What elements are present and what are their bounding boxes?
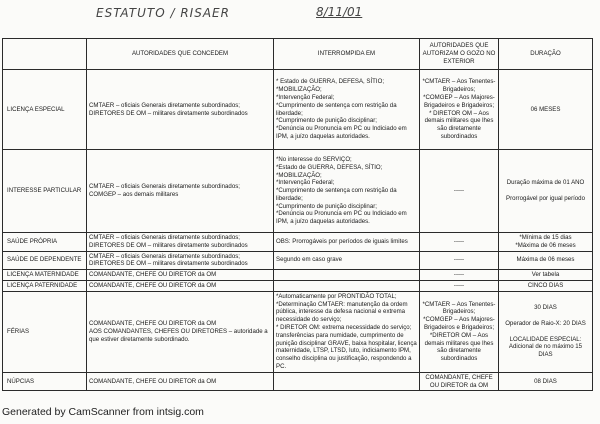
concedem-cell: [87, 372, 274, 391]
table-row: [3, 251, 593, 270]
header-cell-concedem: AUTORIDADES QUE CONCEDEM: [87, 39, 274, 70]
table-body: [3, 70, 593, 391]
concedem-line: CMTAER – oficiais Generais diretamente subordinados;: [89, 252, 240, 260]
interrompida-line: [276, 378, 417, 386]
duracao-line: LOCALIDADE ESPECIAL:: [509, 335, 582, 343]
duracao-line: Adicional de no máximo 15 DIAS: [508, 343, 583, 359]
concedem-line: DIRETORES DE OM – militares diretamente subordinados: [89, 241, 248, 249]
exterior-cell: [420, 150, 499, 233]
exterior-line: *CMTAER – Aos Tenentes-Brigadeiros;: [422, 300, 496, 316]
concedem-line: COMANDANTE, CHEFE OU DIRETOR da OM: [89, 377, 217, 385]
leave-type-cell: SAÚDE PRÓPRIA: [3, 233, 87, 252]
table-row: [3, 70, 593, 150]
duracao-line: [501, 187, 590, 195]
concedem-line: CMTAER – oficiais Generais diretamente subordinados;: [89, 234, 240, 241]
interrompida-line: [276, 282, 417, 290]
interrompida-line: OBS: Prorrogáveis por períodos de iguais limites: [276, 237, 408, 245]
duracao-line: [501, 312, 590, 320]
interrompida-line: *No interesse do SERVIÇO;: [276, 155, 352, 163]
leave-type-cell: LICENÇA ESPECIAL: [3, 70, 87, 150]
interrompida-cell: [274, 291, 420, 372]
exterior-cell: [420, 251, 499, 270]
interrompida-line: *Cumprimento de punição disciplinar;: [276, 202, 377, 210]
duracao-line: *Máxima de 06 meses: [515, 241, 576, 249]
exterior-cell: [420, 70, 499, 150]
duracao-cell: [499, 270, 593, 281]
concedem-cell: [87, 70, 274, 150]
duracao-cell: [499, 233, 593, 252]
duracao-cell: [499, 70, 593, 150]
leave-type-cell: NÚPCIAS: [3, 372, 87, 391]
concedem-cell: [87, 251, 274, 270]
interrompida-cell: [274, 372, 420, 391]
interrompida-line: [276, 271, 417, 279]
interrompida-line: *Cumprimento de sentença com restrição da liberdade;: [276, 101, 397, 117]
scanner-footer: Generated by CamScanner from intsig.com: [2, 406, 204, 418]
duracao-cell: [499, 280, 593, 291]
duracao-line: 06 MESES: [530, 105, 561, 113]
duracao-line: [501, 328, 590, 336]
exterior-cell: [420, 291, 499, 372]
concedem-line: AOS COMANDANTES, CHEFES OU DIRETORES – autoridade a que estiver diretamente subordinado.: [89, 327, 268, 343]
duracao-line: Ver tabela: [531, 271, 560, 279]
leave-type-cell: INTERESSE PARTICULAR: [3, 150, 87, 233]
interrompida-line: *Denúncia ou Pronuncia em PC ou Indiciado em IPM, a juízo daquelas autoridades.: [276, 125, 407, 140]
interrompida-line: * DIRETOR OM: extrema necessidade do serviço; transferências para numidade, cumprimento de punição disciplinar GRAVE, baixa hospitalar, licença maternidade, LTSP, LTSD, luto, indiciamento IPM, conselho disciplina ou justificação, respondendo a PC.: [276, 323, 417, 370]
concedem-line: COMANDANTE, CHEFE OU DIRETOR da OM: [89, 320, 217, 328]
concedem-line: COMANDANTE, CHEFE OU DIRETOR da OM: [89, 271, 217, 279]
exterior-line: *DIRETOR OM – Aos demais militares que lhes são diretamente subordinados: [424, 331, 494, 363]
interrompida-line: *Estado de GUERRA, DEFESA, SÍTIO;: [276, 163, 383, 171]
duracao-line: *Mínima de 15 dias: [519, 234, 572, 241]
concedem-line: COMANDANTE, CHEFE OU DIRETOR da OM: [89, 281, 217, 289]
leave-type-cell: SAÚDE DE DEPENDENTE: [3, 251, 87, 270]
interrompida-cell: [274, 70, 420, 150]
interrompida-line: *MOBILIZAÇÃO;: [276, 171, 322, 179]
interrompida-line: *Denúncia ou Pronuncia em PC ou Indiciado em IPM, a juízo daquelas autoridades.: [276, 210, 407, 226]
interrompida-line: Segundo em caso grave: [276, 256, 343, 264]
concedem-cell: [87, 280, 274, 291]
exterior-line: -----: [453, 187, 465, 195]
handwritten-title: ESTATUTO / RISAER: [96, 6, 230, 20]
duracao-line: 08 DIAS: [534, 377, 557, 385]
leave-table: [2, 38, 593, 391]
leave-type-cell: LICENÇA PATERNIDADE: [3, 280, 87, 291]
exterior-line: -----: [453, 281, 465, 289]
interrompida-cell: [274, 270, 420, 281]
concedem-cell: [87, 233, 274, 252]
table-row: [3, 150, 593, 233]
interrompida-cell: [274, 280, 420, 291]
exterior-cell: [420, 372, 499, 391]
exterior-cell: [420, 270, 499, 281]
table-row: [3, 291, 593, 372]
header-cell-type: [3, 39, 87, 70]
duracao-line: Máxima de 06 meses: [516, 256, 575, 264]
table-header-row: [3, 39, 593, 70]
duracao-line: CINCO DIAS: [527, 281, 564, 289]
concedem-line: CMTAER – oficiais Generais diretamente subordinados;: [89, 101, 240, 109]
concedem-cell: [87, 150, 274, 233]
exterior-cell: [420, 233, 499, 252]
interrompida-cell: [274, 233, 420, 252]
leave-type-cell: LICENÇA MATERNIDADE: [3, 270, 87, 281]
exterior-line: *COMGEP – Aos Majores-Brigadeiros e Brigadeiros;: [423, 316, 495, 331]
concedem-line: DIRETORES DE OM – militares diretamente subordinados: [89, 109, 248, 117]
duracao-cell: [499, 291, 593, 372]
interrompida-line: *Intervenção Federal;: [276, 93, 335, 101]
exterior-line: COMANDANTE, CHEFE OU DIRETOR da OM: [425, 373, 493, 389]
table-row: [3, 233, 593, 252]
header-cell-interrompida: INTERROMPIDA EM: [274, 39, 420, 70]
interrompida-line: *Automaticamente por PRONTIDÃO TOTAL;: [276, 292, 397, 300]
concedem-line: CMTAER – oficiais Generais diretamente subordinados;: [89, 183, 240, 191]
exterior-cell: [420, 280, 499, 291]
handwritten-date: 8/11/01: [316, 5, 363, 19]
exterior-line: -----: [453, 271, 465, 279]
table-row: [3, 280, 593, 291]
interrompida-line: *Cumprimento de punição disciplinar;: [276, 117, 377, 125]
concedem-line: DIRETORES DE OM – militares diretamente subordinados: [89, 260, 248, 268]
interrompida-cell: [274, 150, 420, 233]
interrompida-line: *Intervenção Federal;: [276, 179, 335, 187]
exterior-line: *CMTAER – Aos Tenentes-Brigadeiros;: [422, 78, 496, 94]
leave-type-cell: FÉRIAS: [3, 291, 87, 372]
interrompida-line: *Cumprimento de sentença com restrição da liberdade;: [276, 187, 397, 202]
header-cell-exterior: AUTORIDADES QUE AUTORIZAM O GOZO NO EXTERIOR: [420, 39, 499, 70]
interrompida-line: *MOBILIZAÇÃO;: [276, 86, 322, 94]
header-cell-duracao: DURAÇÃO: [499, 39, 593, 70]
concedem-cell: [87, 291, 274, 372]
table-row: [3, 270, 593, 281]
exterior-line: -----: [453, 237, 465, 245]
interrompida-line: * Estado de GUERRA, DEFESA, SÍTIO;: [276, 78, 385, 86]
duracao-cell: [499, 251, 593, 270]
concedem-cell: [87, 270, 274, 281]
interrompida-line: *Determinação CMTAER: manutenção da ordem pública, interesse da defesa nacional e extrema necessidade do serviço;: [276, 300, 408, 324]
duracao-cell: [499, 150, 593, 233]
duracao-line: Duração máxima de 01 ANO: [506, 179, 585, 187]
exterior-line: *COMGEP – Aos Majores-Brigadeiros e Brigadeiros;: [423, 93, 495, 109]
exterior-line: -----: [453, 256, 465, 264]
duracao-line: 30 DIAS: [534, 304, 557, 312]
concedem-line: COMGEP – aos demais militares: [89, 191, 179, 198]
exterior-line: * DIRETOR OM – Aos demais militares que lhes são diretamente subordinados: [424, 109, 494, 140]
duracao-line: Prorrogável por igual período: [506, 194, 585, 202]
duracao-cell: [499, 372, 593, 391]
duracao-line: Operador de Raio-X: 20 DIAS: [505, 320, 586, 328]
interrompida-cell: [274, 251, 420, 270]
table-row: [3, 372, 593, 391]
